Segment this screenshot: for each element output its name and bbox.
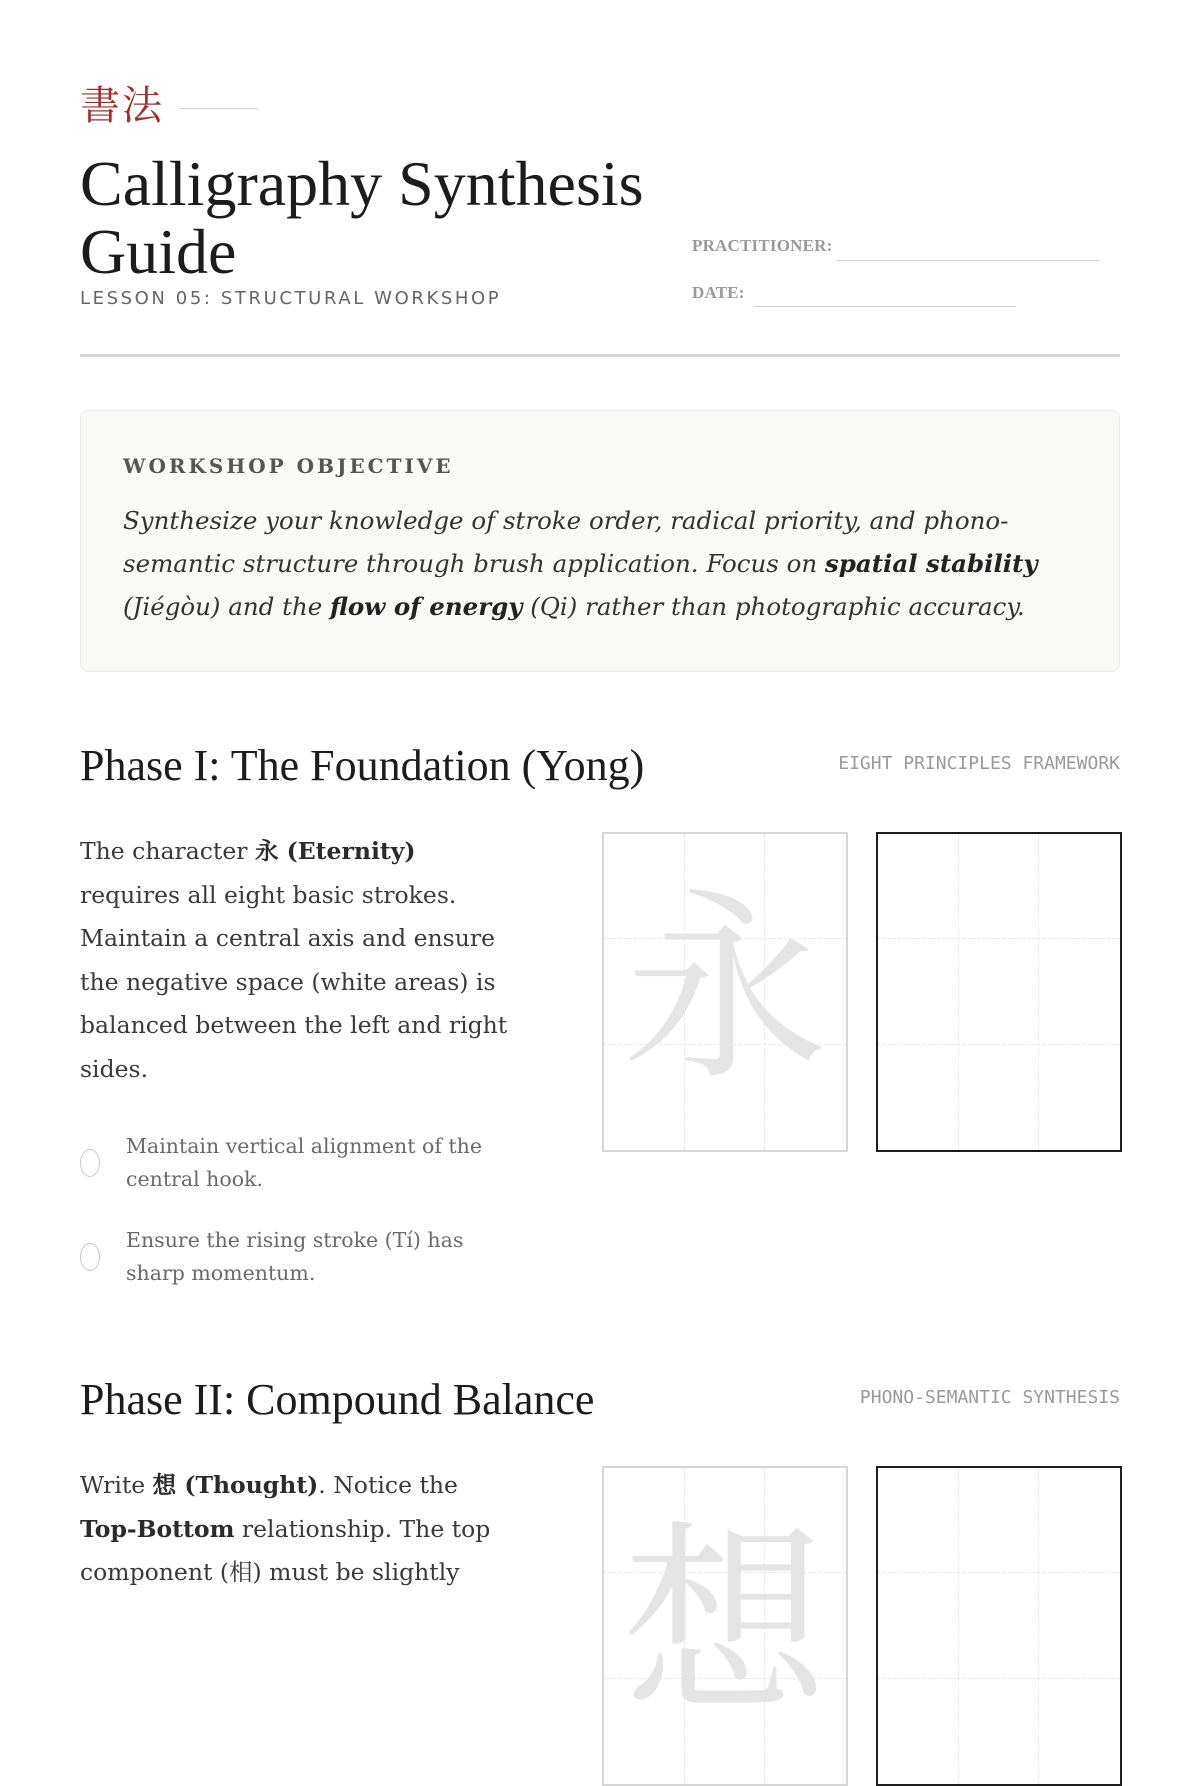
phase1-character-name: 永 (Eternity) (254, 837, 416, 865)
objective-text: Synthesize your knowledge of stroke order, radical priority, and phono-semantic structure through brush application. Focus on spatial stability (Jiégòu) and the flow of energy (Qi) rather than photographic accuracy. (123, 506, 1038, 621)
phase2-guide-character: 想 (622, 1505, 828, 1743)
brand (80, 80, 258, 132)
objective-emphasis-energy: flow of energy (330, 592, 523, 621)
practitioner-label: PRACTITIONER: (692, 236, 833, 255)
header-divider (80, 354, 1120, 357)
brand-calligraphy-mark: 書法 (80, 83, 164, 129)
practitioner-field[interactable] (837, 260, 1099, 261)
checklist-item[interactable] (80, 1224, 540, 1290)
phase2-guide-grid (602, 1466, 848, 1786)
phase1-practice-grid[interactable] (876, 832, 1122, 1152)
phase1-guide-grid (602, 832, 848, 1152)
phase2-tag: PHONO-SEMANTIC SYNTHESIS (859, 1387, 1120, 1408)
phase2-character-name: 想 (Thought) (152, 1471, 319, 1499)
objective-emphasis-stability: spatial stability (824, 549, 1038, 578)
lesson-subtitle: LESSON 05: STRUCTURAL WORKSHOP (80, 288, 502, 309)
date-field[interactable] (754, 306, 1016, 307)
checklist-text: Ensure the rising stroke (Tí) has sharp momentum. (126, 1228, 464, 1285)
checkbox-circle[interactable] (80, 1243, 100, 1271)
checklist-text: Maintain vertical alignment of the central hook. (126, 1134, 482, 1191)
date-label: DATE: (692, 283, 745, 302)
phase2-structure-emphasis: Top-Bottom (80, 1514, 235, 1543)
phase1-guide-character: 永 (622, 871, 828, 1109)
brand-divider (180, 108, 258, 109)
page-title: Calligraphy Synthesis Guide (80, 148, 644, 287)
phase1-title: Phase I: The Foundation (Yong) (80, 741, 645, 790)
objective-label: WORKSHOP OBJECTIVE (123, 454, 454, 478)
checklist-item[interactable] (80, 1130, 540, 1196)
phase2-description: Write 想 (Thought). Notice the Top-Bottom relationship. The top component (相) must be slightly (80, 1471, 491, 1586)
checkbox-circle[interactable] (80, 1149, 100, 1177)
phase1-tag: EIGHT PRINCIPLES FRAMEWORK (838, 753, 1120, 774)
phase2-title: Phase II: Compound Balance (80, 1375, 595, 1424)
workshop-objective (80, 410, 1120, 672)
phase1-description: The character 永 (Eternity) requires all eight basic strokes. Maintain a central axis and ensure the negative space (white areas) is balanced between the left and right sides. (80, 837, 508, 1083)
phase2-practice-grid[interactable] (876, 1466, 1122, 1786)
